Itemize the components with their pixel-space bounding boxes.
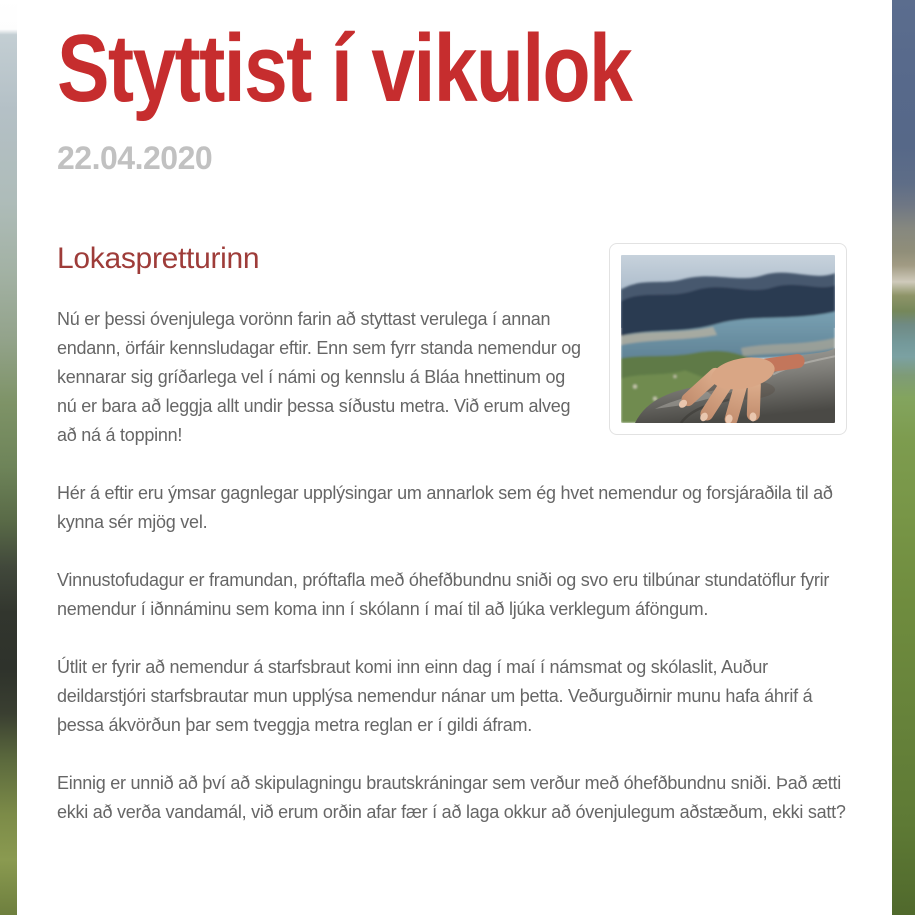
paragraph: Hér á eftir eru ýmsar gagnlegar upplýsingar um annarlok sem ég hvet nemendur og forsjáraðila til að kynna sér mjög vel. [57,483,833,533]
paragraph: Vinnustofudagur er framundan, próftafla með óhefðbundnu sniði og svo eru tilbúnar stundatöflur fyrir nemendur í iðnnáminu sem koma inn í skólann í maí til að ljúka verklegum áföngum. [57,570,830,620]
paragraph: Einnig er unnið að því að skipulagningu brautskráningar sem verður með óhefðbundnu sniði. Það ætti ekki að verða vandamál, við erum orðin afar fær í að laga okkur að óvenjulegum aðstæðum, ekki satt? [57,773,846,823]
post-title-text: Styttist í vikulok [57,15,632,122]
article-body [57,241,847,827]
page-content [17,0,892,915]
post-date: 22.04.2020 [57,140,213,177]
paragraph: Útlit er fyrir að nemendur á starfsbraut komi inn einn dag í maí í námsmat og skólaslit, Auður deildarstjóri starfsbrautar mun upplýsa nemendur nánar um þetta. Veðurguðirnir munu hafa áhrif á þessa ákvörðun þar sem tveggja metra reglan er í gildi áfram. [57,657,813,736]
section-heading: Lokaspretturinn [57,242,260,276]
paragraph: Nú er þessi óvenjulega vorönn farin að styttast verulega í annan endann, örfáir kennsludagar eftir. Enn sem fyrr standa nemendur og kennarar sig gríðarlega vel í námi og kennslu á Bláa hnettinum og nú er bara að leggja allt undir þessa síðustu metra. Við erum alveg að ná á toppinn! [57,309,581,446]
background-photo-left-strip [0,0,17,915]
climbing-hand-photo[interactable] [621,255,835,423]
post-title [57,15,717,122]
background-photo-right-strip [892,0,915,915]
article-image-card [609,243,847,435]
